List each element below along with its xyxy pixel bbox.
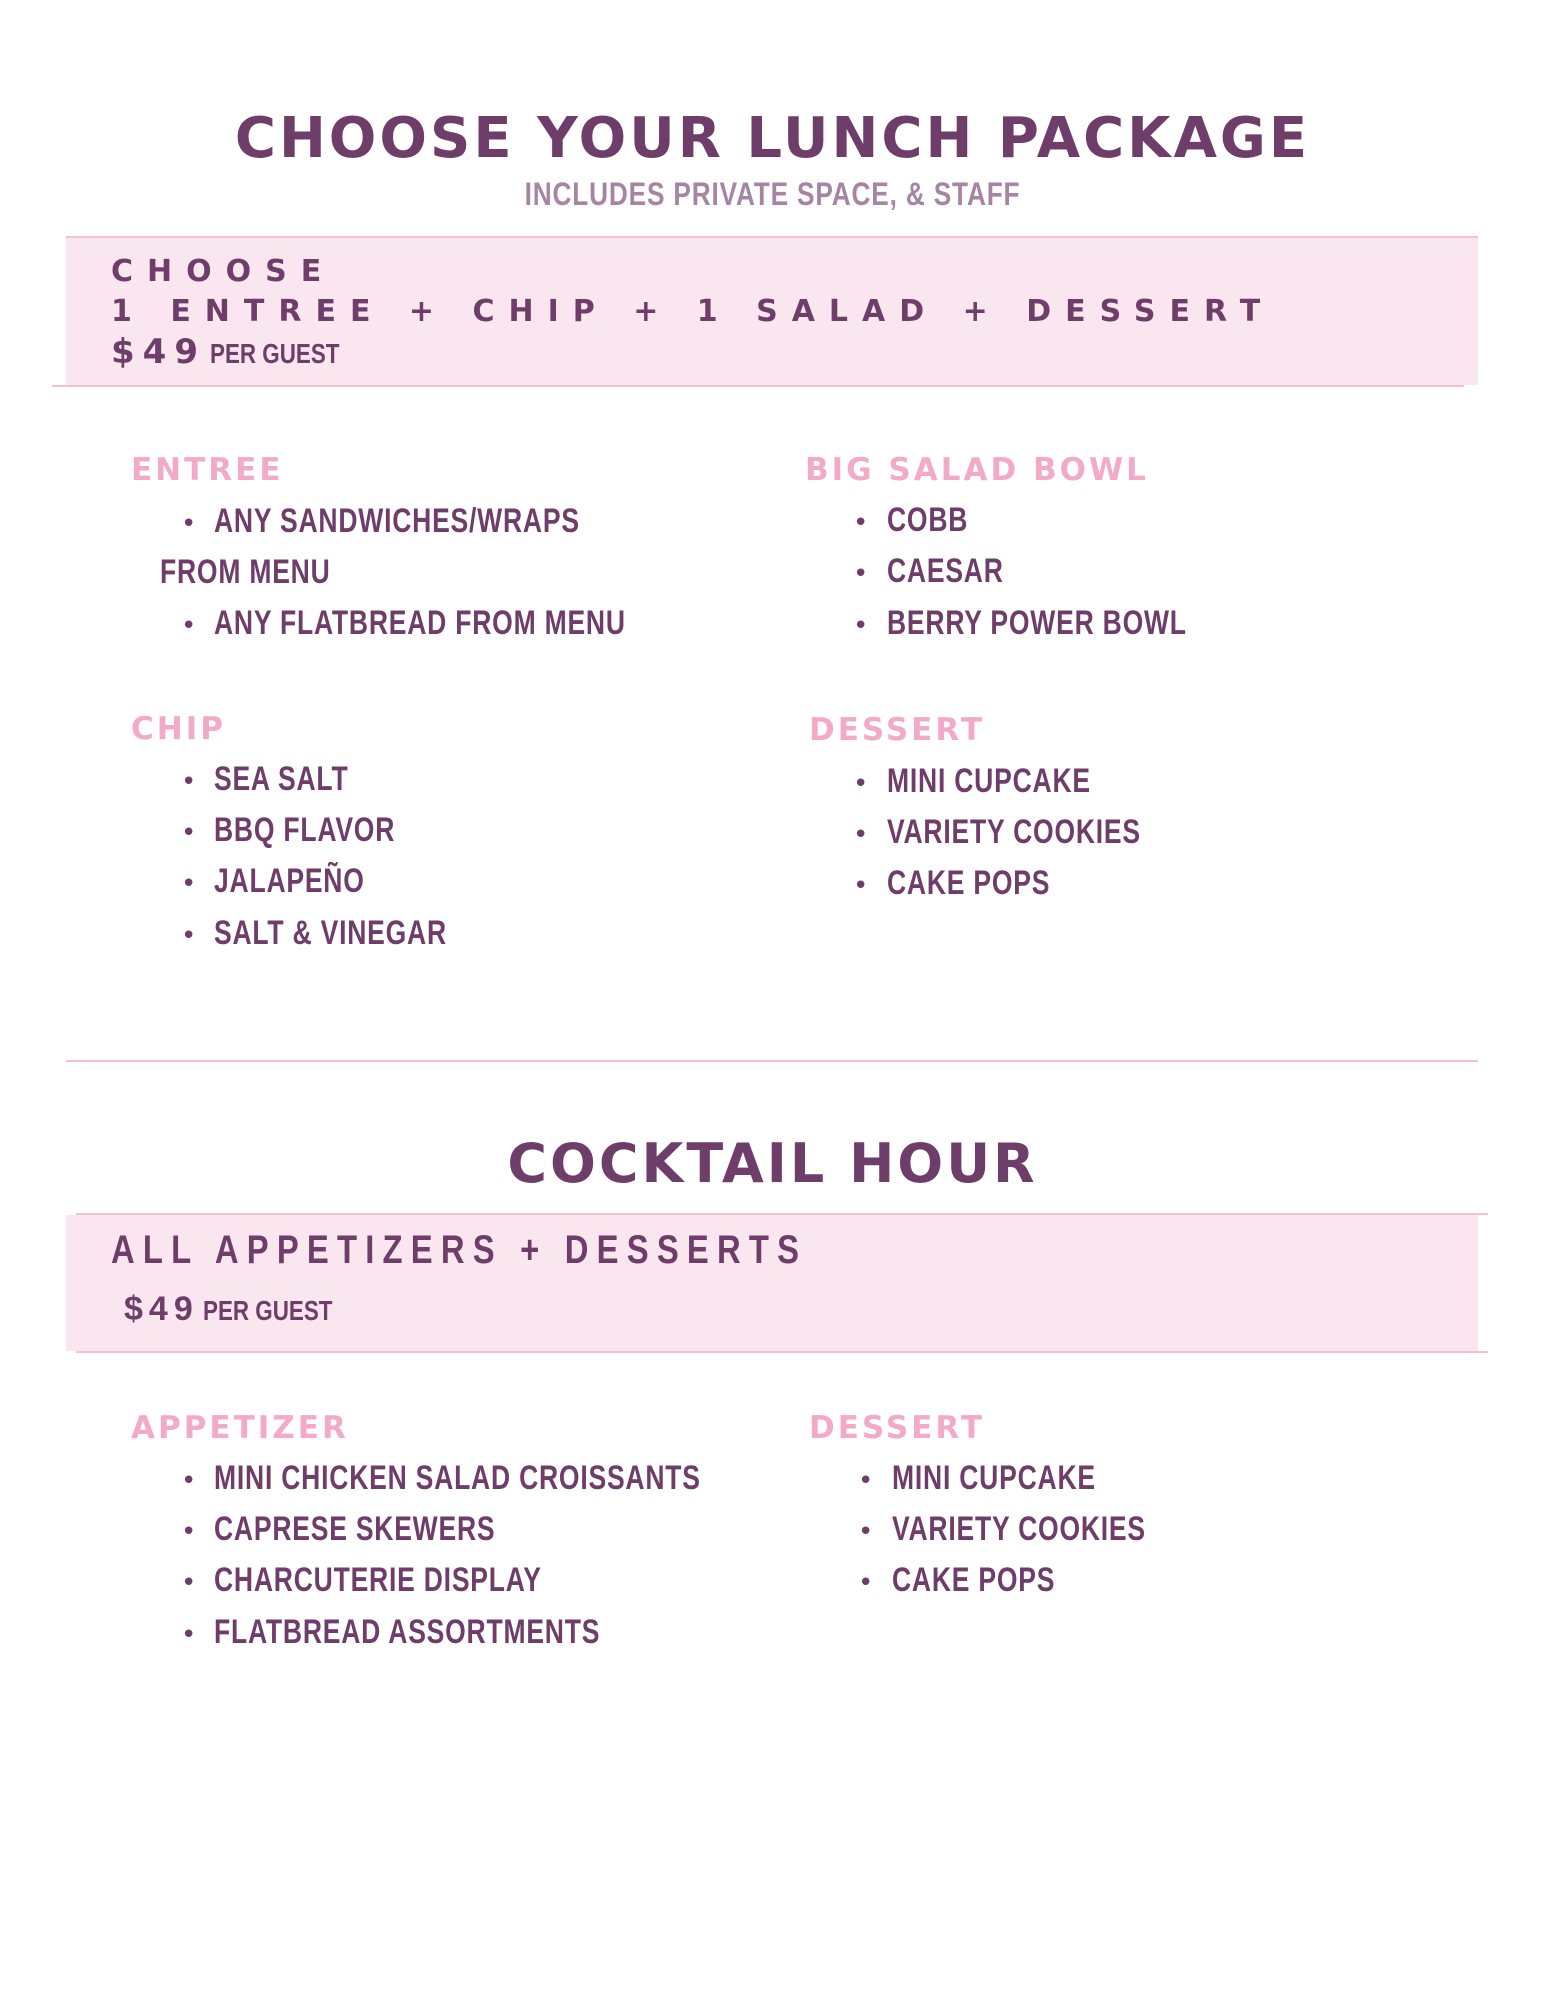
cocktail-dessert-item: VARIETY COOKIES bbox=[892, 1510, 1146, 1548]
lunch-title: CHOOSE YOUR LUNCH PACKAGE bbox=[234, 106, 1311, 171]
bullet-icon: • bbox=[181, 1466, 197, 1496]
section-divider bbox=[66, 1060, 1478, 1062]
bullet-icon: • bbox=[853, 559, 869, 589]
lunch-subtitle: INCLUDES PRIVATE SPACE, & STAFF bbox=[524, 176, 1021, 212]
salad-item: COBB bbox=[887, 501, 969, 539]
entree-item-1: ANY SANDWICHES/WRAPS bbox=[214, 502, 580, 540]
salad-item: BERRY POWER BOWL bbox=[887, 604, 1187, 642]
bullet-icon: • bbox=[181, 869, 197, 899]
appetizer-item: MINI CHICKEN SALAD CROISSANTS bbox=[214, 1459, 701, 1497]
lunch-band-bottom-rule bbox=[52, 385, 1464, 387]
lunch-price-amount: $49 bbox=[111, 332, 206, 372]
bullet-icon: • bbox=[853, 508, 869, 538]
bullet-icon: • bbox=[858, 1568, 874, 1598]
entree-item-2: ANY FLATBREAD FROM MENU bbox=[214, 604, 626, 642]
lunch-dessert-label: DESSERT bbox=[809, 712, 985, 748]
cocktail-price-unit: PER GUEST bbox=[202, 1295, 333, 1326]
bullet-icon: • bbox=[181, 509, 197, 539]
appetizer-item: CHARCUTERIE DISPLAY bbox=[214, 1561, 542, 1599]
salad-label: BIG SALAD BOWL bbox=[805, 452, 1149, 488]
bullet-icon: • bbox=[853, 769, 869, 799]
lunch-combo: 1 ENTREE + CHIP + 1 SALAD + DESSERT bbox=[111, 294, 1275, 329]
bullet-icon: • bbox=[181, 1517, 197, 1547]
bullet-icon: • bbox=[858, 1517, 874, 1547]
chip-label: CHIP bbox=[131, 711, 226, 747]
chip-item: BBQ FLAVOR bbox=[214, 811, 396, 849]
lunch-dessert-item: VARIETY COOKIES bbox=[887, 813, 1141, 851]
bullet-icon: • bbox=[858, 1466, 874, 1496]
bullet-icon: • bbox=[181, 1620, 197, 1650]
cocktail-title: COCKTAIL HOUR bbox=[507, 1132, 1038, 1195]
cocktail-dessert-item: CAKE POPS bbox=[892, 1561, 1056, 1599]
chip-item: SALT & VINEGAR bbox=[214, 914, 447, 952]
bullet-icon: • bbox=[181, 611, 197, 641]
entree-item-1-cont: FROM MENU bbox=[160, 553, 331, 591]
salad-item: CAESAR bbox=[887, 552, 1004, 590]
cocktail-band-bottom-rule bbox=[76, 1351, 1488, 1353]
appetizer-label: APPETIZER bbox=[131, 1410, 349, 1446]
bullet-icon: • bbox=[181, 1568, 197, 1598]
cocktail-dessert-item: MINI CUPCAKE bbox=[892, 1459, 1096, 1497]
chip-item: JALAPEÑO bbox=[214, 862, 365, 900]
cocktail-dessert-label: DESSERT bbox=[809, 1410, 985, 1446]
cocktail-combo: ALL APPETIZERS + DESSERTS bbox=[111, 1228, 808, 1272]
lunch-dessert-item: CAKE POPS bbox=[887, 864, 1051, 902]
bullet-icon: • bbox=[181, 767, 197, 797]
appetizer-item: CAPRESE SKEWERS bbox=[214, 1510, 496, 1548]
bullet-icon: • bbox=[853, 871, 869, 901]
bullet-icon: • bbox=[181, 921, 197, 951]
cocktail-price-amount: $49 bbox=[124, 1290, 199, 1328]
lunch-dessert-item: MINI CUPCAKE bbox=[887, 762, 1091, 800]
lunch-price-unit: PER GUEST bbox=[209, 338, 340, 369]
chip-item: SEA SALT bbox=[214, 760, 349, 798]
bullet-icon: • bbox=[853, 611, 869, 641]
cocktail-price bbox=[124, 1290, 365, 1329]
entree-label: ENTREE bbox=[131, 452, 284, 488]
bullet-icon: • bbox=[853, 820, 869, 850]
appetizer-item: FLATBREAD ASSORTMENTS bbox=[214, 1613, 601, 1651]
bullet-icon: • bbox=[181, 818, 197, 848]
lunch-choose-label: CHOOSE bbox=[111, 254, 336, 289]
lunch-price bbox=[111, 332, 372, 372]
